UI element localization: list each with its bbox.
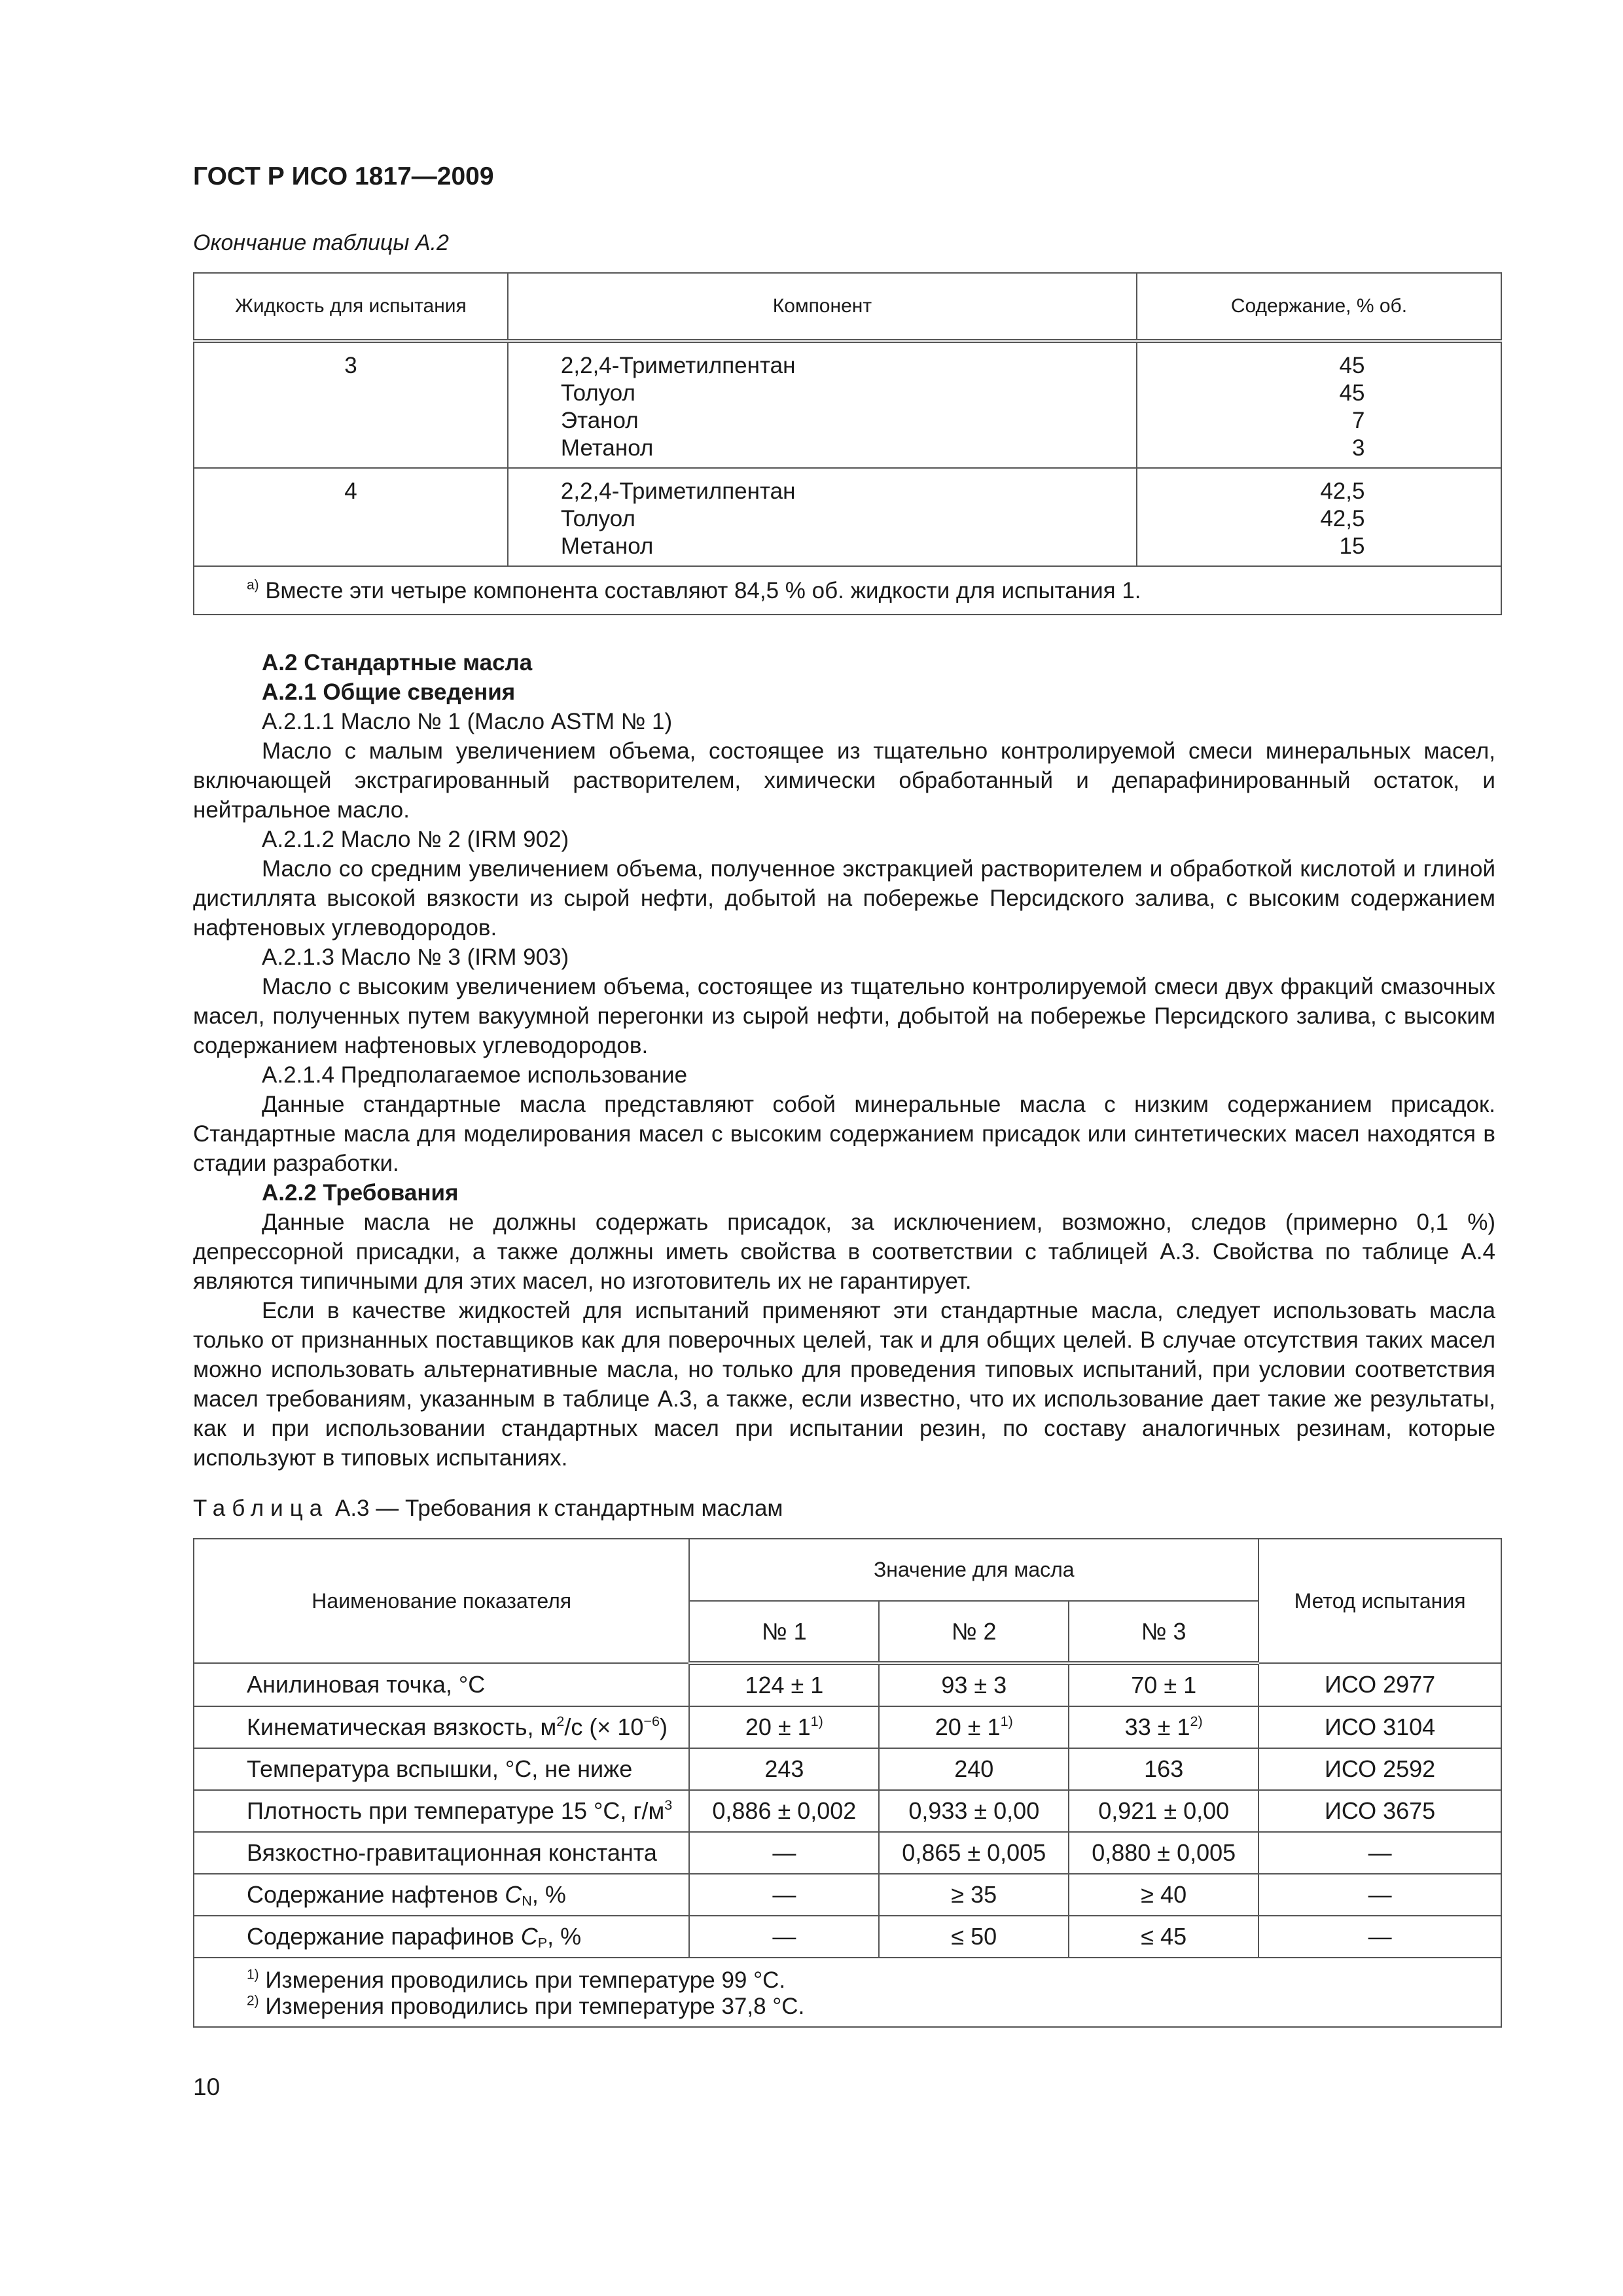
value-oil-3: 163	[1069, 1748, 1258, 1790]
col-header-name: Наименование показателя	[194, 1539, 689, 1663]
footnote-ref: 1)	[810, 1712, 823, 1729]
value-oil-1	[689, 1706, 879, 1748]
col-header-oil-2: № 2	[879, 1601, 1069, 1663]
note-mark: а)	[247, 577, 259, 593]
row-name: Анилиновая точка, °С	[194, 1663, 689, 1706]
content-value: 45	[1339, 353, 1365, 378]
paragraph-a22-2: Если в качестве жидкостей для испытаний применяют эти стандартные масла, следует использовать масла только от признанных поставщиков как для поверочных целей, так и для общих целей. В случае отсутствия таких масел можно использовать альтернативные масла, но только для проведения типовых испытаний, при условии соответствия масел требованиям, указанным в таблице А.3, а также, если известно, что их использование дает такие же результаты, как и при использовании стандартных масел при испытании резин, по составу аналогичных резинам, которые используют в типовых испытаниях.	[193, 1298, 1495, 1471]
value-oil-2: ≥ 35	[879, 1874, 1069, 1916]
heading-a21: А.2.1 Общие сведения	[262, 679, 516, 705]
value-oil-3: 70 ± 1	[1069, 1663, 1258, 1706]
row-name-sup: −6	[643, 1712, 660, 1729]
method: —	[1258, 1874, 1501, 1916]
value-oil-2: ≤ 50	[879, 1916, 1069, 1958]
row-name-sub: P	[537, 1934, 548, 1951]
table-row	[194, 1748, 1501, 1790]
content-list	[1137, 341, 1501, 468]
component: Этанол	[560, 408, 639, 433]
heading-a214: А.2.1.4 Предполагаемое использование	[262, 1062, 688, 1088]
table-header-row	[194, 1539, 1501, 1601]
table-row	[194, 1916, 1501, 1958]
content-value: 3	[1352, 435, 1365, 461]
content-list	[1137, 468, 1501, 566]
component-list	[508, 468, 1137, 566]
method: ИСО 3104	[1258, 1706, 1501, 1748]
footnote	[247, 1994, 1501, 2020]
row-name-text: )	[660, 1713, 668, 1740]
row-name-symbol: C	[520, 1923, 538, 1950]
row-name-text: Кинематическая вязкость, м	[247, 1713, 557, 1740]
row-name	[194, 1916, 689, 1958]
value-oil-1: —	[689, 1832, 879, 1874]
heading-a212: А.2.1.2 Масло № 2 (IRM 902)	[262, 827, 569, 852]
value-oil-2	[879, 1706, 1069, 1748]
heading-a22: А.2.2 Требования	[262, 1180, 459, 1206]
col-header-component: Компонент	[508, 273, 1137, 341]
paragraph-a211: Масло с малым увеличением объема, состоящее из тщательно контролируемой смеси минеральных масел, включающей экстрагированный растворителем, химически обработанный и депарафинированный остаток, и нейтральное масло.	[193, 738, 1495, 823]
footnote-mark: 1)	[247, 1967, 259, 1982]
heading-a213: А.2.1.3 Масло № 3 (IRM 903)	[262, 944, 569, 970]
row-name-symbol: C	[505, 1881, 522, 1908]
row-name-text: , %	[531, 1881, 566, 1908]
paragraph-a22-1: Данные масла не должны содержать присадок, за исключением, возможно, следов (примерно 0,1 %) депрессорной присадки, а также должны иметь свойства в соответствии с таблицей А.3. Свойства по таблице А.4 являются типичными для этих масел, но изготовитель их не гарантирует.	[193, 1210, 1495, 1294]
col-header-value: Значение для масла	[689, 1539, 1258, 1601]
content-value: 45	[1339, 380, 1365, 406]
value-oil-1: —	[689, 1916, 879, 1958]
heading-a2: А.2 Стандартные масла	[262, 650, 533, 675]
value-oil-1: 124 ± 1	[689, 1663, 879, 1706]
method: ИСО 2977	[1258, 1663, 1501, 1706]
row-name	[194, 1790, 689, 1832]
table-footnotes	[194, 1958, 1501, 2027]
row-name-text: Плотность при температуре 15 °С, г/м	[247, 1797, 665, 1824]
footnote-text: Измерения проводились при температуре 37,8 °С.	[265, 1994, 805, 2019]
row-name-sup: 2	[556, 1712, 565, 1729]
col-header-fluid: Жидкость для испытания	[194, 273, 508, 341]
document-header: ГОСТ Р ИСО 1817—2009	[193, 162, 494, 190]
component: Толуол	[560, 506, 635, 531]
caption-word: Таблица	[193, 1496, 329, 1521]
table-note-row	[194, 566, 1501, 615]
footnote-text: Измерения проводились при температуре 99 °С.	[265, 1967, 786, 1993]
table-footnotes-row	[194, 1958, 1501, 2027]
table-header-row	[194, 273, 1501, 341]
paragraph-a214: Данные стандартные масла представляют собой минеральные масла с низким содержанием присадок. Стандартные масла для моделирования масел с высоким содержанием присадок или синтетических масел находятся в стадии разработки.	[193, 1092, 1495, 1176]
table-row	[194, 341, 1501, 468]
component: 2,2,4-Триметилпентан	[560, 353, 796, 378]
value-oil-3: 0,880 ± 0,005	[1069, 1832, 1258, 1874]
heading-a211: А.2.1.1 Масло № 1 (Масло ASTM № 1)	[262, 709, 673, 734]
component: 2,2,4-Триметилпентан	[560, 478, 796, 504]
row-name-text: Содержание парафинов	[247, 1923, 521, 1950]
row-name-text: Содержание нафтенов	[247, 1881, 505, 1908]
row-name-sub: N	[522, 1892, 532, 1909]
row-name: Вязкостно-гравитационная константа	[194, 1832, 689, 1874]
fluid-number: 4	[194, 468, 508, 566]
content-value: 7	[1352, 408, 1365, 433]
value-oil-3: ≥ 40	[1069, 1874, 1258, 1916]
component-list	[508, 341, 1137, 468]
method: ИСО 2592	[1258, 1748, 1501, 1790]
row-name-sup: 3	[664, 1796, 673, 1813]
content-value: 15	[1339, 533, 1365, 559]
value-text: 20 ± 1	[935, 1713, 1001, 1740]
page-number: 10	[193, 2073, 221, 2100]
value-oil-3	[1069, 1706, 1258, 1748]
table-a2	[193, 272, 1502, 615]
col-header-oil-1: № 1	[689, 1601, 879, 1663]
content-value: 42,5	[1320, 478, 1365, 504]
table-a3-caption	[193, 1496, 783, 1522]
value-oil-2: 0,865 ± 0,005	[879, 1832, 1069, 1874]
value-text: 33 ± 1	[1124, 1713, 1190, 1740]
footnote	[247, 1967, 1501, 1994]
row-name-text: /с (× 10	[564, 1713, 644, 1740]
row-name	[194, 1706, 689, 1748]
value-oil-1: 243	[689, 1748, 879, 1790]
content-value: 42,5	[1320, 506, 1365, 531]
paragraph-a212: Масло со средним увеличением объема, полученное экстракцией растворителем и обработкой кислотой и глиной дистиллята высокой вязкости из сырой нефти, добытой на побережье Персидского залива, с высоким содержанием нафтеновых углеводородов.	[193, 856, 1495, 941]
method: ИСО 3675	[1258, 1790, 1501, 1832]
table-row	[194, 1790, 1501, 1832]
col-header-method: Метод испытания	[1258, 1539, 1501, 1663]
row-name-text: , %	[547, 1923, 582, 1950]
value-oil-3: 0,921 ± 0,00	[1069, 1790, 1258, 1832]
component: Толуол	[560, 380, 635, 406]
footnote-ref: 2)	[1190, 1712, 1203, 1729]
table-row	[194, 1832, 1501, 1874]
value-oil-2: 93 ± 3	[879, 1663, 1069, 1706]
value-text: 20 ± 1	[745, 1713, 811, 1740]
col-header-content: Содержание, % об.	[1137, 273, 1501, 341]
footnote-mark: 2)	[247, 1993, 259, 2009]
component: Метанол	[560, 435, 654, 461]
value-oil-1: 0,886 ± 0,002	[689, 1790, 879, 1832]
footnote-ref: 1)	[1000, 1712, 1013, 1729]
caption-text: А.3 — Требования к стандартным маслам	[334, 1496, 783, 1521]
value-oil-2: 0,933 ± 0,00	[879, 1790, 1069, 1832]
table-row	[194, 1706, 1501, 1748]
note-text: Вместе эти четыре компонента составляют 84,5 % об. жидкости для испытания 1.	[265, 578, 1141, 603]
table-row	[194, 468, 1501, 566]
value-oil-1: —	[689, 1874, 879, 1916]
method: —	[1258, 1832, 1501, 1874]
row-name: Температура вспышки, °С, не ниже	[194, 1748, 689, 1790]
table-row	[194, 1874, 1501, 1916]
paragraph-a213: Масло с высоким увеличением объема, состоящее из тщательно контролируемой смеси двух фракций смазочных масел, полученных путем вакуумной перегонки из сырой нефти, добытой на побережье Персидского залива, с высоким содержанием нафтеновых углеводородов.	[193, 974, 1495, 1058]
section-a2	[193, 648, 1495, 1473]
table-a3	[193, 1538, 1502, 2028]
col-header-oil-3: № 3	[1069, 1601, 1258, 1663]
table-note	[194, 566, 1501, 615]
value-oil-3: ≤ 45	[1069, 1916, 1258, 1958]
fluid-number: 3	[194, 341, 508, 468]
row-name	[194, 1874, 689, 1916]
value-oil-2: 240	[879, 1748, 1069, 1790]
component: Метанол	[560, 533, 654, 559]
method: —	[1258, 1916, 1501, 1958]
table-row	[194, 1663, 1501, 1706]
table-continuation-caption: Окончание таблицы А.2	[193, 230, 449, 255]
